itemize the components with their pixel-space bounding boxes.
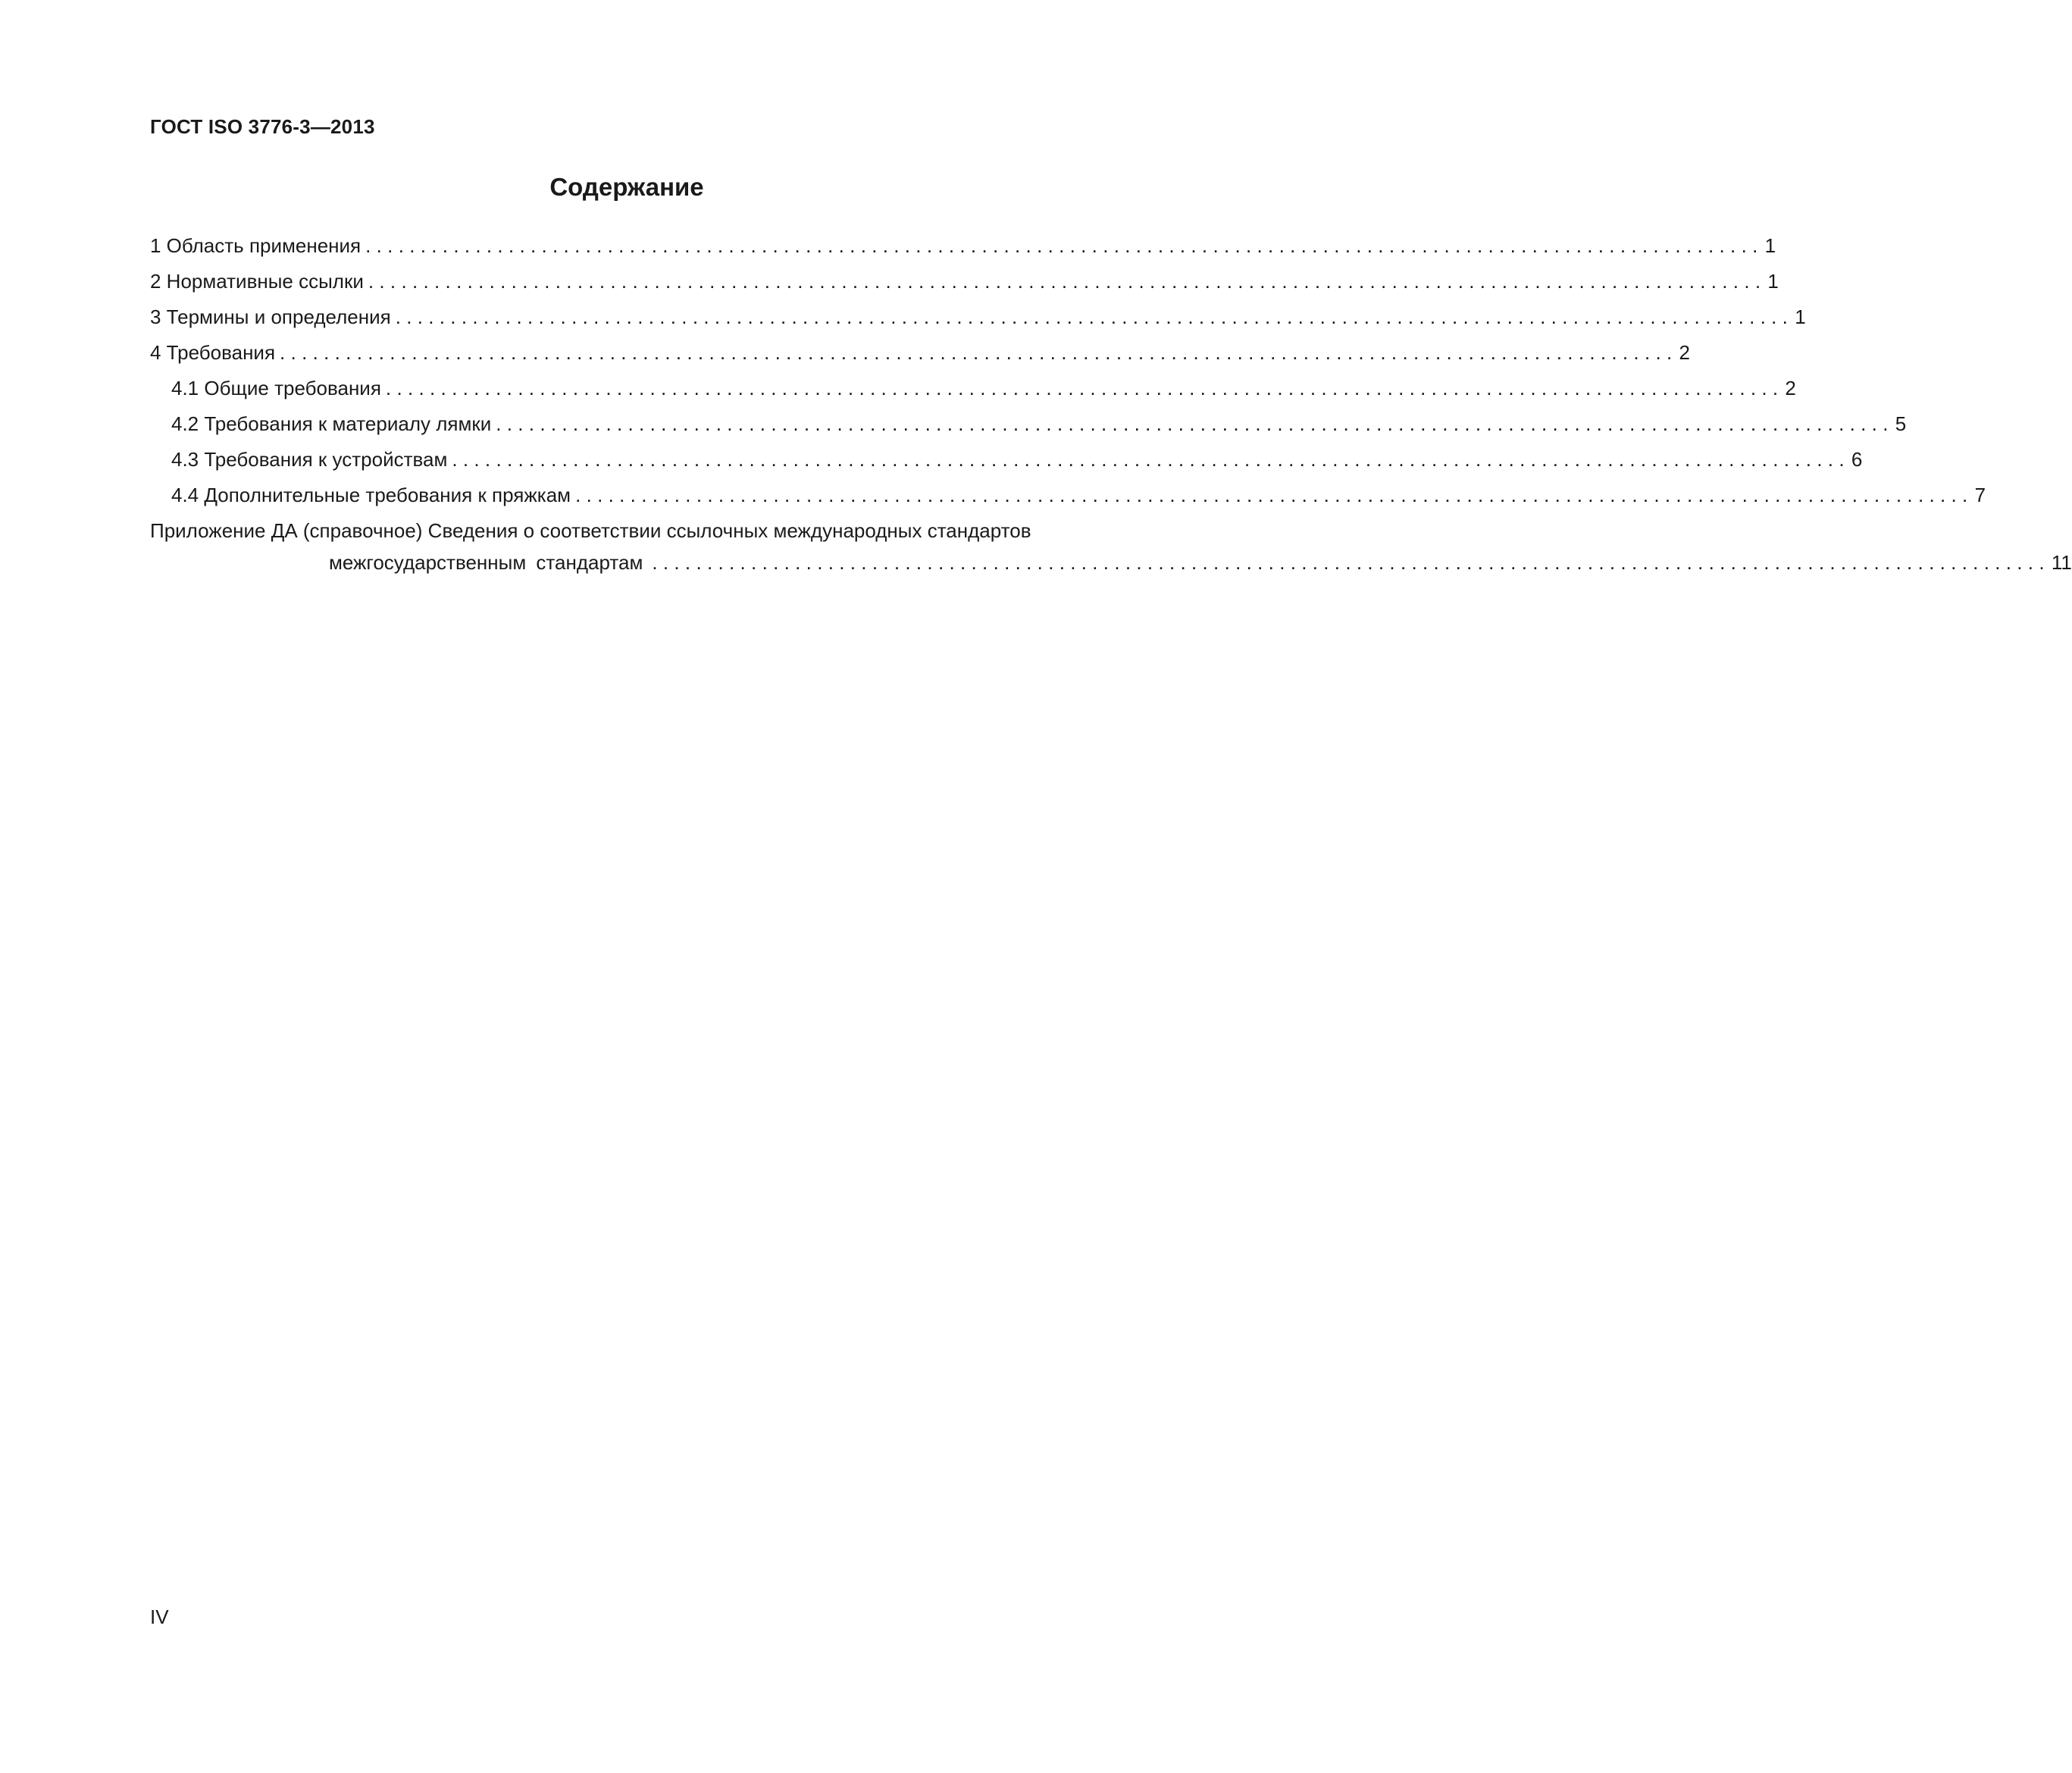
- toc-entry[interactable]: [150, 481, 1986, 517]
- toc-entry-page: 5: [1895, 412, 1907, 435]
- toc-entry-label: 2 Нормативные ссылки: [150, 270, 364, 293]
- toc-entry[interactable]: [150, 410, 1907, 446]
- toc-entry-page: 1: [1767, 270, 1779, 293]
- toc-heading: Содержание: [549, 173, 704, 201]
- toc-entry[interactable]: [150, 268, 1779, 303]
- page-number: IV: [150, 1605, 169, 1628]
- toc-entry[interactable]: [150, 303, 1806, 339]
- table-of-contents: [150, 232, 2072, 582]
- toc-entry-label: 1 Область применения: [150, 234, 362, 257]
- toc-entry-label: 4.2 Требования к материалу лямки: [171, 412, 492, 435]
- toc-entry-label: 4 Требования: [150, 341, 276, 364]
- toc-entry[interactable]: [150, 446, 1863, 481]
- dot-leader: ...............................................................................................................................: [395, 305, 1794, 328]
- dot-leader: ...............................................................................................................................: [652, 551, 2050, 574]
- toc-entry-label: 3 Термины и определения: [150, 305, 391, 328]
- dot-leader: ...............................................................................................................................: [368, 270, 1767, 293]
- toc-entry-page: 1: [1764, 234, 1776, 257]
- dot-leader: ...............................................................................................................................: [365, 234, 1764, 257]
- dot-leader: ...............................................................................................................................: [452, 448, 1850, 471]
- toc-annex-title[interactable]: Приложение ДА (справочное) Сведения о соответствии ссылочных международных стандартов: [150, 519, 1031, 542]
- toc-entry-page: 7: [1974, 484, 1986, 506]
- toc-entry[interactable]: [150, 374, 1796, 410]
- toc-annex-page: 11: [2051, 551, 2072, 574]
- toc-entry-page: 1: [1795, 305, 1806, 328]
- dot-leader: ...............................................................................................................................: [496, 412, 1894, 435]
- toc-entry-label: 4.3 Требования к устройствам: [171, 448, 448, 471]
- toc-annex-entry[interactable]: [150, 549, 2072, 582]
- toc-annex-label: межгосударственным стандартам: [329, 551, 643, 574]
- toc-entry-page: 6: [1851, 448, 1863, 471]
- toc-entry-label: 4.4 Дополнительные требования к пряжкам: [171, 484, 571, 506]
- toc-entry-label: 4.1 Общие требования: [171, 377, 381, 399]
- toc-entry[interactable]: [150, 339, 1690, 374]
- dot-leader: ...............................................................................................................................: [280, 341, 1678, 364]
- toc-entry-page: 2: [1785, 377, 1796, 399]
- dot-leader: ...............................................................................................................................: [575, 484, 1973, 506]
- toc-entry-page: 2: [1679, 341, 1690, 364]
- toc-entry[interactable]: [150, 232, 1776, 268]
- document-code: ГОСТ ISO 3776-3—2013: [150, 115, 375, 138]
- dot-leader: ...............................................................................................................................: [385, 377, 1784, 399]
